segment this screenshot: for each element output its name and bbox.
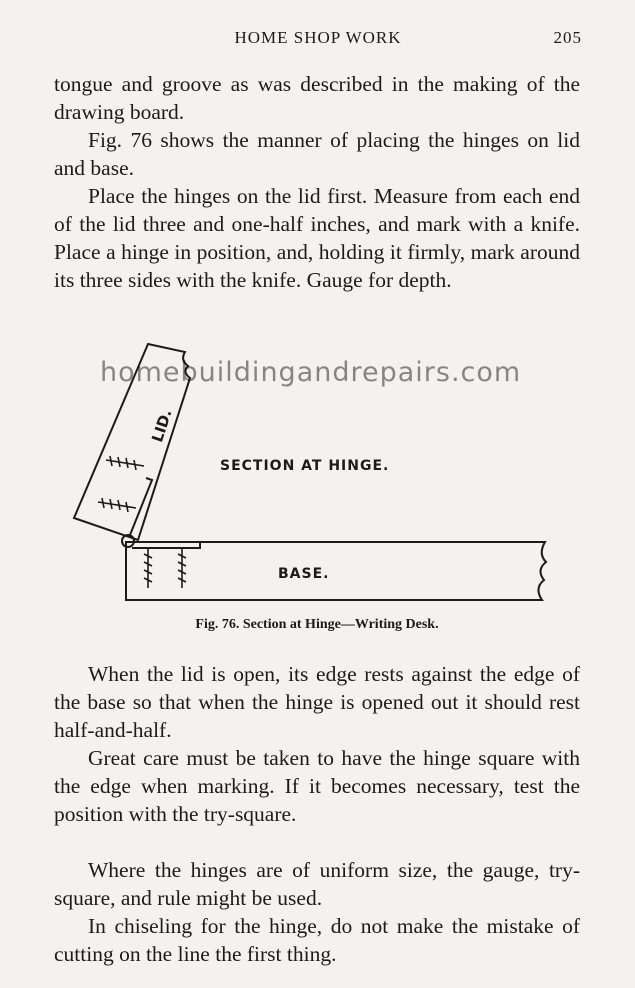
lid-board-outline — [74, 344, 190, 540]
paragraph-1: tongue and groove as was described in the making of the drawing board. — [54, 72, 580, 124]
paragraph-2: Fig. 76 shows the manner of placing the hinges on lid and base. — [54, 128, 580, 180]
header-title: HOME SHOP WORK — [234, 28, 402, 47]
label-base: BASE. — [278, 566, 330, 582]
hinge-leaf-base — [132, 542, 200, 548]
label-section-at-hinge: SECTION AT HINGE. — [220, 458, 390, 474]
label-lid: LID. — [148, 407, 176, 445]
paragraph-5: Great care must be taken to have the hinge square with the edge when marking. If it becomes necessary, test the position with the try-square. — [54, 746, 580, 826]
paragraph-3: Place the hinges on the lid first. Measure from each end of the lid three and one-half inches, and mark with a knife. Place a hinge in position, and, holding it firmly, mark around its three sides with the knife. Gauge for depth. — [54, 184, 580, 292]
page-number: 205 — [553, 28, 582, 47]
figure-76 — [60, 332, 580, 617]
base-screws — [144, 548, 186, 588]
base-board-outline — [126, 542, 546, 600]
running-header — [54, 28, 582, 52]
watermark-text: homebuildingandrepairs.com — [100, 357, 522, 388]
lid-screws — [98, 456, 144, 512]
paragraph-7: In chiseling for the hinge, do not make the mistake of cutting on the line the first thing. — [54, 914, 580, 966]
paragraph-6: Where the hinges are of uniform size, the gauge, try-square, and rule might be used. — [54, 858, 580, 910]
hinge-section-drawing — [60, 332, 580, 617]
figure-caption: Fig. 76. Section at Hinge—Writing Desk. — [195, 617, 439, 632]
paragraph-4: When the lid is open, its edge rests against the edge of the base so that when the hinge is opened out it should rest half-and-half. — [54, 662, 580, 742]
